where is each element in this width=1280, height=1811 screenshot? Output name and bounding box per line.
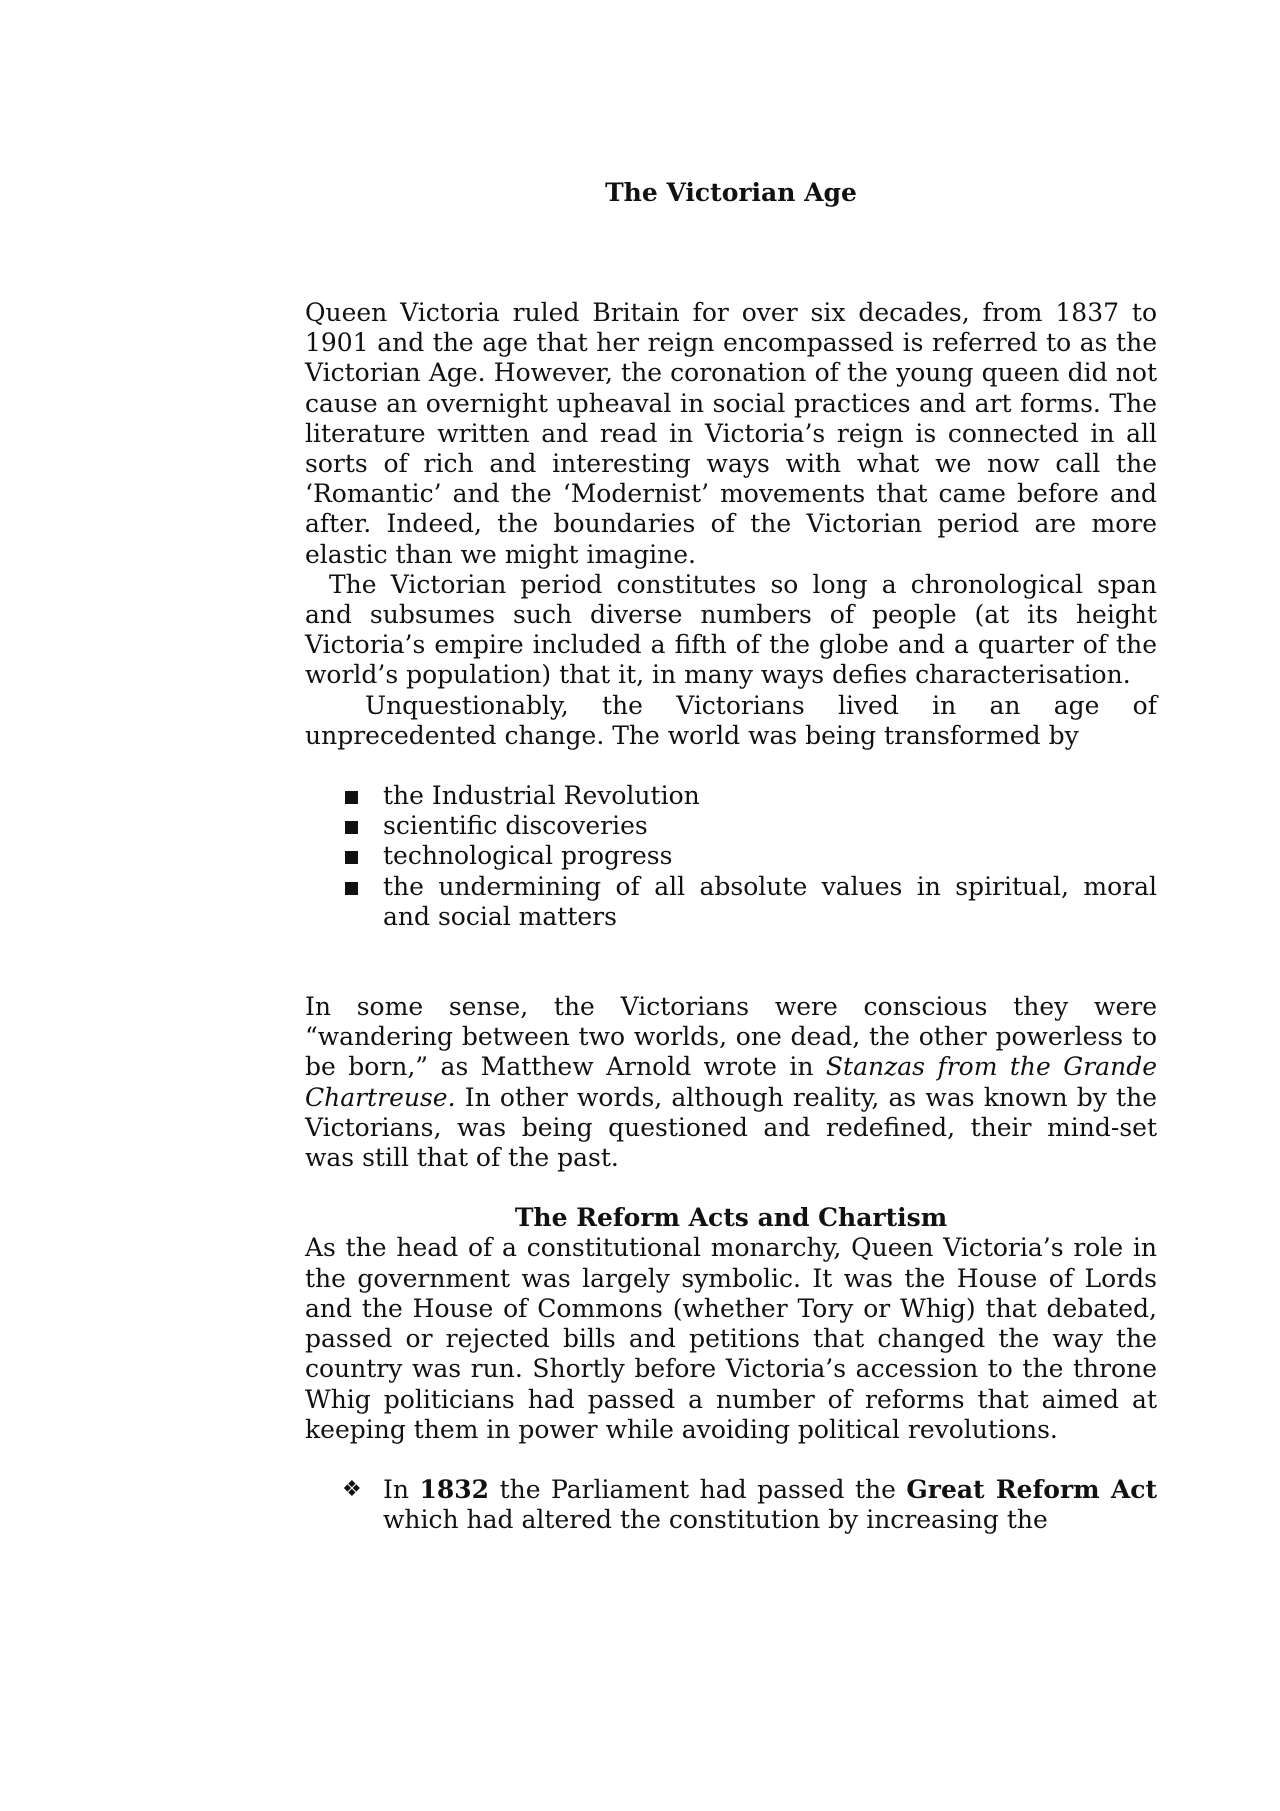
intro-paragraph: Queen Victoria ruled Britain for over six decades, from 1837 to 1901 and the age that her reign encompassed is referred to as the Victorian Age. However, the coronation of the young queen did not cause an overnight upheaval in social practices and art forms. The literature written and read in Victoria’s reign is connected in all sorts of rich and interesting ways with what we now call the ‘Romantic’ and the ‘Modernist’ movements that came before and after. Indeed, the boundaries of the Victorian period are more elastic than we might imagine. [305, 298, 1157, 569]
arnold-text-before: In some sense, the Victorians were conscious they were “wandering between two worlds, one dead, the other powerless to be born,” as Matthew Arnold wrote in [305, 992, 1157, 1082]
document-page [305, 178, 1157, 1535]
reform-list [305, 1475, 1157, 1535]
square-bullet-icon [345, 821, 358, 834]
reform-post: which had altered the constitution by increasing the [383, 1505, 1048, 1535]
reform-year: 1832 [419, 1474, 490, 1504]
diamond-bullet-icon: ❖ [342, 1476, 362, 1502]
work-title: Stanzas from the Grande Chartreuse. [305, 1052, 1157, 1112]
square-bullet-icon [345, 791, 358, 804]
reform-paragraph: As the head of a constitutional monarchy, Queen Victoria’s role in the government was largely symbolic. It was the House of Lords and the House of Commons (whether Tory or Whig) that debated, passed or rejected bills and petitions that changed the way the country was run. Shortly before Victoria’s accession to the throne Whig politicians had passed a number of reforms that aimed at keeping them in power while avoiding political revolutions. [305, 1233, 1157, 1444]
reform-pre: In [383, 1474, 420, 1504]
transform-list [305, 781, 1157, 932]
list-item [305, 1475, 1157, 1535]
list-item-text: the Industrial Revolution [383, 781, 700, 811]
arnold-text-after: In other words, although reality, as was known by the Victorians, was being questioned and redefined, their mind-set was still that of the past. [305, 1082, 1157, 1173]
square-bullet-icon [345, 851, 358, 864]
page-title: The Victorian Age [605, 178, 857, 207]
reform-mid: the Parliament had passed the [489, 1474, 907, 1504]
list-item-text: the undermining of all absolute values in spiritual, moral and social matters [383, 871, 1157, 931]
list-item-text: technological progress [383, 841, 673, 871]
spacer [305, 932, 1157, 992]
list-item [305, 841, 1157, 871]
spacer [305, 1173, 1157, 1203]
change-paragraph: Unquestionably, the Victorians lived in an age of unprecedented change. The world was being transformed by [305, 690, 1157, 750]
list-item [305, 781, 1157, 811]
list-item [305, 811, 1157, 841]
span-paragraph: The Victorian period constitutes so long a chronological span and subsumes such diverse numbers of people (at its height Victoria’s empire included a fifth of the globe and a quarter of the world’s population) that it, in many ways defies characterisation. [305, 569, 1157, 690]
list-item-text: scientific discoveries [383, 811, 648, 841]
square-bullet-icon [345, 882, 358, 895]
list-item [305, 872, 1157, 932]
arnold-paragraph [305, 992, 1157, 1173]
section-heading: The Reform Acts and Chartism [514, 1203, 948, 1233]
reform-act-name: Great Reform Act [906, 1474, 1158, 1504]
